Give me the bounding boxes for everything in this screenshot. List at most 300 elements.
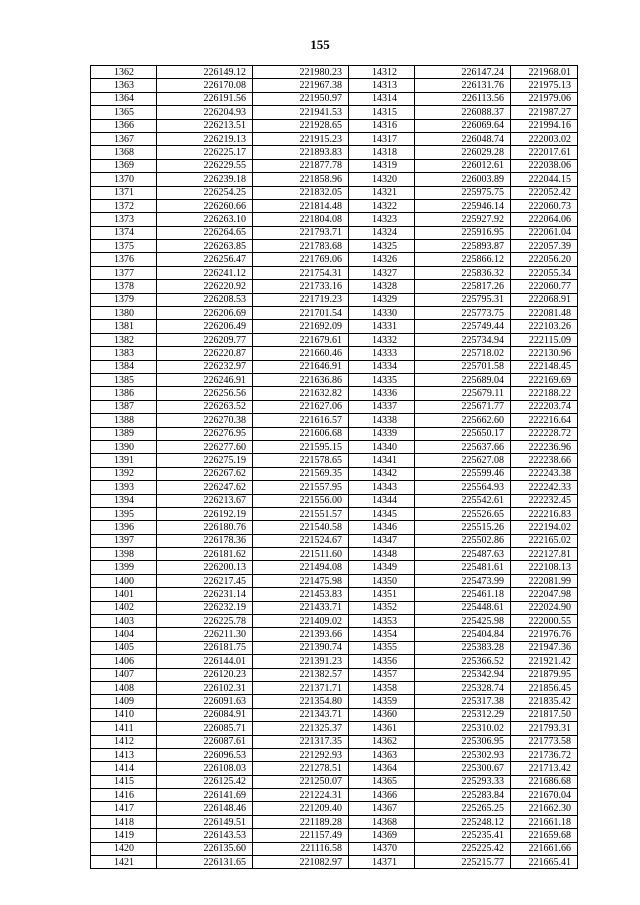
x-coordinate-cell: 225342.94 (415, 668, 511, 681)
table-row (91, 119, 578, 132)
x-coordinate-cell: 226277.60 (157, 440, 253, 453)
table-row (91, 400, 578, 413)
point-number-cell: 14331 (349, 320, 415, 333)
table-row (91, 574, 578, 587)
x-coordinate-cell: 226264.65 (157, 226, 253, 239)
x-coordinate-cell: 226220.92 (157, 280, 253, 293)
point-number-cell: 14343 (349, 481, 415, 494)
point-number-cell: 14330 (349, 307, 415, 320)
y-coordinate-cell: 222052.42 (511, 186, 578, 199)
table-row (91, 829, 578, 842)
table-row (91, 266, 578, 279)
table-row (91, 79, 578, 92)
x-coordinate-cell: 226211.30 (157, 628, 253, 641)
x-coordinate-cell: 225487.63 (415, 548, 511, 561)
y-coordinate-cell: 222236.96 (511, 440, 578, 453)
y-coordinate-cell: 222024.90 (511, 601, 578, 614)
x-coordinate-cell: 225473.99 (415, 574, 511, 587)
table-row (91, 159, 578, 172)
point-number-cell: 14340 (349, 440, 415, 453)
y-coordinate-cell: 221968.01 (511, 66, 578, 79)
y-coordinate-cell: 221670.04 (511, 789, 578, 802)
y-coordinate-cell: 222047.98 (511, 588, 578, 601)
x-coordinate-cell: 225300.67 (415, 762, 511, 775)
point-number-cell: 1375 (91, 240, 157, 253)
y-coordinate-cell: 221817.50 (511, 708, 578, 721)
y-coordinate-cell: 221557.95 (253, 481, 349, 494)
x-coordinate-cell: 225893.87 (415, 240, 511, 253)
y-coordinate-cell: 222064.06 (511, 213, 578, 226)
x-coordinate-cell: 226213.67 (157, 494, 253, 507)
point-number-cell: 14336 (349, 387, 415, 400)
point-number-cell: 1420 (91, 842, 157, 855)
x-coordinate-cell: 225650.17 (415, 427, 511, 440)
point-number-cell: 1409 (91, 695, 157, 708)
y-coordinate-cell: 221947.36 (511, 641, 578, 654)
point-number-cell: 1391 (91, 454, 157, 467)
x-coordinate-cell: 226191.56 (157, 92, 253, 105)
point-number-cell: 1416 (91, 789, 157, 802)
x-coordinate-cell: 226232.97 (157, 360, 253, 373)
x-coordinate-cell: 226012.61 (415, 159, 511, 172)
point-number-cell: 14345 (349, 507, 415, 520)
y-coordinate-cell: 222081.48 (511, 307, 578, 320)
y-coordinate-cell: 221793.31 (511, 722, 578, 735)
y-coordinate-cell: 221994.16 (511, 119, 578, 132)
y-coordinate-cell: 222203.74 (511, 400, 578, 413)
table-row (91, 347, 578, 360)
point-number-cell: 1382 (91, 333, 157, 346)
table-row (91, 655, 578, 668)
y-coordinate-cell: 221679.61 (253, 333, 349, 346)
x-coordinate-cell: 226206.69 (157, 307, 253, 320)
x-coordinate-cell: 226120.23 (157, 668, 253, 681)
y-coordinate-cell: 222130.96 (511, 347, 578, 360)
x-coordinate-cell: 226102.31 (157, 681, 253, 694)
x-coordinate-cell: 226239.18 (157, 173, 253, 186)
table-row (91, 387, 578, 400)
table-row (91, 333, 578, 346)
y-coordinate-cell: 221879.95 (511, 668, 578, 681)
x-coordinate-cell: 225312.29 (415, 708, 511, 721)
y-coordinate-cell: 221325.37 (253, 722, 349, 735)
x-coordinate-cell: 226181.62 (157, 548, 253, 561)
point-number-cell: 1395 (91, 507, 157, 520)
x-coordinate-cell: 226232.19 (157, 601, 253, 614)
point-number-cell: 1402 (91, 601, 157, 614)
table-row (91, 507, 578, 520)
y-coordinate-cell: 222000.55 (511, 615, 578, 628)
point-number-cell: 1365 (91, 106, 157, 119)
table-row (91, 762, 578, 775)
point-number-cell: 14362 (349, 735, 415, 748)
y-coordinate-cell: 221209.40 (253, 802, 349, 815)
point-number-cell: 14367 (349, 802, 415, 815)
table-row (91, 280, 578, 293)
x-coordinate-cell: 226209.77 (157, 333, 253, 346)
x-coordinate-cell: 226144.01 (157, 655, 253, 668)
x-coordinate-cell: 225283.84 (415, 789, 511, 802)
x-coordinate-cell: 225689.04 (415, 373, 511, 386)
point-number-cell: 1385 (91, 373, 157, 386)
x-coordinate-cell: 225248.12 (415, 815, 511, 828)
y-coordinate-cell: 221540.58 (253, 521, 349, 534)
point-number-cell: 1400 (91, 574, 157, 587)
x-coordinate-cell: 226069.64 (415, 119, 511, 132)
x-coordinate-cell: 226241.12 (157, 266, 253, 279)
table-row (91, 132, 578, 145)
point-number-cell: 1406 (91, 655, 157, 668)
x-coordinate-cell: 226048.74 (415, 132, 511, 145)
point-number-cell: 14365 (349, 775, 415, 788)
y-coordinate-cell: 221494.08 (253, 561, 349, 574)
x-coordinate-cell: 226131.76 (415, 79, 511, 92)
x-coordinate-cell: 226275.19 (157, 454, 253, 467)
y-coordinate-cell: 221569.35 (253, 467, 349, 480)
x-coordinate-cell: 226225.17 (157, 146, 253, 159)
x-coordinate-cell: 226125.42 (157, 775, 253, 788)
point-number-cell: 1399 (91, 561, 157, 574)
point-number-cell: 14322 (349, 199, 415, 212)
point-number-cell: 14353 (349, 615, 415, 628)
y-coordinate-cell: 221393.66 (253, 628, 349, 641)
y-coordinate-cell: 222216.64 (511, 414, 578, 427)
point-number-cell: 14314 (349, 92, 415, 105)
point-number-cell: 1398 (91, 548, 157, 561)
x-coordinate-cell: 226263.85 (157, 240, 253, 253)
x-coordinate-cell: 226200.13 (157, 561, 253, 574)
table-row (91, 226, 578, 239)
y-coordinate-cell: 221616.57 (253, 414, 349, 427)
y-coordinate-cell: 222017.61 (511, 146, 578, 159)
y-coordinate-cell: 221773.58 (511, 735, 578, 748)
table-row (91, 373, 578, 386)
point-number-cell: 1397 (91, 534, 157, 547)
y-coordinate-cell: 221157.49 (253, 829, 349, 842)
x-coordinate-cell: 226256.47 (157, 253, 253, 266)
point-number-cell: 1407 (91, 668, 157, 681)
point-number-cell: 1380 (91, 307, 157, 320)
x-coordinate-cell: 225564.93 (415, 481, 511, 494)
y-coordinate-cell: 221475.98 (253, 574, 349, 587)
x-coordinate-cell: 225975.75 (415, 186, 511, 199)
point-number-cell: 14339 (349, 427, 415, 440)
x-coordinate-cell: 226091.63 (157, 695, 253, 708)
table-row (91, 199, 578, 212)
table-row (91, 561, 578, 574)
x-coordinate-cell: 226147.24 (415, 66, 511, 79)
table-row (91, 92, 578, 105)
point-number-cell: 1408 (91, 681, 157, 694)
point-number-cell: 14344 (349, 494, 415, 507)
point-number-cell: 14326 (349, 253, 415, 266)
x-coordinate-cell: 226229.55 (157, 159, 253, 172)
x-coordinate-cell: 226003.89 (415, 173, 511, 186)
x-coordinate-cell: 226088.37 (415, 106, 511, 119)
point-number-cell: 1389 (91, 427, 157, 440)
y-coordinate-cell: 222108.13 (511, 561, 578, 574)
table-row (91, 440, 578, 453)
y-coordinate-cell: 221659.68 (511, 829, 578, 842)
point-number-cell: 1374 (91, 226, 157, 239)
y-coordinate-cell: 221858.96 (253, 173, 349, 186)
table-row (91, 815, 578, 828)
point-number-cell: 14361 (349, 722, 415, 735)
table-row (91, 628, 578, 641)
y-coordinate-cell: 221979.06 (511, 92, 578, 105)
y-coordinate-cell: 221632.82 (253, 387, 349, 400)
point-number-cell: 14321 (349, 186, 415, 199)
point-number-cell: 14363 (349, 748, 415, 761)
page-number: 155 (310, 37, 330, 52)
x-coordinate-cell: 225679.11 (415, 387, 511, 400)
y-coordinate-cell: 221606.68 (253, 427, 349, 440)
y-coordinate-cell: 221627.06 (253, 400, 349, 413)
point-number-cell: 1367 (91, 132, 157, 145)
point-number-cell: 14333 (349, 347, 415, 360)
y-coordinate-cell: 221409.02 (253, 615, 349, 628)
y-coordinate-cell: 221433.71 (253, 601, 349, 614)
point-number-cell: 1377 (91, 266, 157, 279)
x-coordinate-cell: 226263.10 (157, 213, 253, 226)
x-coordinate-cell: 225215.77 (415, 856, 511, 869)
point-number-cell: 14319 (349, 159, 415, 172)
point-number-cell: 14368 (349, 815, 415, 828)
point-number-cell: 1387 (91, 400, 157, 413)
y-coordinate-cell: 221719.23 (253, 293, 349, 306)
table-row (91, 320, 578, 333)
point-number-cell: 14318 (349, 146, 415, 159)
point-number-cell: 1370 (91, 173, 157, 186)
x-coordinate-cell: 226029.28 (415, 146, 511, 159)
point-number-cell: 14312 (349, 66, 415, 79)
table-row (91, 856, 578, 869)
point-number-cell: 14338 (349, 414, 415, 427)
point-number-cell: 14334 (349, 360, 415, 373)
x-coordinate-cell: 226231.14 (157, 588, 253, 601)
y-coordinate-cell: 221661.18 (511, 815, 578, 828)
x-coordinate-cell: 225836.32 (415, 266, 511, 279)
y-coordinate-cell: 221082.97 (253, 856, 349, 869)
coordinates-table (90, 65, 578, 869)
point-number-cell: 14371 (349, 856, 415, 869)
point-number-cell: 14316 (349, 119, 415, 132)
point-number-cell: 1417 (91, 802, 157, 815)
point-number-cell: 1405 (91, 641, 157, 654)
x-coordinate-cell: 225701.58 (415, 360, 511, 373)
y-coordinate-cell: 222103.26 (511, 320, 578, 333)
x-coordinate-cell: 226267.62 (157, 467, 253, 480)
x-coordinate-cell: 226217.45 (157, 574, 253, 587)
x-coordinate-cell: 226225.78 (157, 615, 253, 628)
table-row (91, 293, 578, 306)
y-coordinate-cell: 222127.81 (511, 548, 578, 561)
point-number-cell: 1414 (91, 762, 157, 775)
y-coordinate-cell: 221877.78 (253, 159, 349, 172)
point-number-cell: 14354 (349, 628, 415, 641)
table-row (91, 521, 578, 534)
y-coordinate-cell: 221928.65 (253, 119, 349, 132)
point-number-cell: 1403 (91, 615, 157, 628)
x-coordinate-cell: 225515.26 (415, 521, 511, 534)
table-row (91, 494, 578, 507)
y-coordinate-cell: 221371.71 (253, 681, 349, 694)
table-row (91, 481, 578, 494)
x-coordinate-cell: 226220.87 (157, 347, 253, 360)
y-coordinate-cell: 221769.06 (253, 253, 349, 266)
y-coordinate-cell: 222038.06 (511, 159, 578, 172)
x-coordinate-cell: 225306.95 (415, 735, 511, 748)
table-row (91, 775, 578, 788)
y-coordinate-cell: 221556.00 (253, 494, 349, 507)
y-coordinate-cell: 221578.65 (253, 454, 349, 467)
y-coordinate-cell: 221976.76 (511, 628, 578, 641)
x-coordinate-cell: 225916.95 (415, 226, 511, 239)
y-coordinate-cell: 222216.83 (511, 507, 578, 520)
table-row (91, 641, 578, 654)
point-number-cell: 14348 (349, 548, 415, 561)
x-coordinate-cell: 226178.36 (157, 534, 253, 547)
x-coordinate-cell: 225225.42 (415, 842, 511, 855)
x-coordinate-cell: 225718.02 (415, 347, 511, 360)
y-coordinate-cell: 222169.69 (511, 373, 578, 386)
y-coordinate-cell: 221551.57 (253, 507, 349, 520)
point-number-cell: 14350 (349, 574, 415, 587)
point-number-cell: 1372 (91, 199, 157, 212)
y-coordinate-cell: 221595.15 (253, 440, 349, 453)
point-number-cell: 14313 (349, 79, 415, 92)
point-number-cell: 1411 (91, 722, 157, 735)
x-coordinate-cell: 226113.56 (415, 92, 511, 105)
point-number-cell: 14357 (349, 668, 415, 681)
y-coordinate-cell: 221987.27 (511, 106, 578, 119)
table-row (91, 722, 578, 735)
point-number-cell: 1371 (91, 186, 157, 199)
y-coordinate-cell: 221189.28 (253, 815, 349, 828)
y-coordinate-cell: 221736.72 (511, 748, 578, 761)
x-coordinate-cell: 226087.61 (157, 735, 253, 748)
point-number-cell: 1396 (91, 521, 157, 534)
x-coordinate-cell: 225946.14 (415, 199, 511, 212)
x-coordinate-cell: 225265.25 (415, 802, 511, 815)
y-coordinate-cell: 221915.23 (253, 132, 349, 145)
x-coordinate-cell: 226149.51 (157, 815, 253, 828)
x-coordinate-cell: 226246.91 (157, 373, 253, 386)
point-number-cell: 1364 (91, 92, 157, 105)
y-coordinate-cell: 221662.30 (511, 802, 578, 815)
x-coordinate-cell: 225302.93 (415, 748, 511, 761)
y-coordinate-cell: 222115.09 (511, 333, 578, 346)
table-row (91, 467, 578, 480)
x-coordinate-cell: 226141.69 (157, 789, 253, 802)
x-coordinate-cell: 225542.61 (415, 494, 511, 507)
x-coordinate-cell: 225671.77 (415, 400, 511, 413)
y-coordinate-cell: 222057.39 (511, 240, 578, 253)
y-coordinate-cell: 222165.02 (511, 534, 578, 547)
y-coordinate-cell: 221893.83 (253, 146, 349, 159)
table-row (91, 588, 578, 601)
y-coordinate-cell: 221646.91 (253, 360, 349, 373)
y-coordinate-cell: 221317.35 (253, 735, 349, 748)
y-coordinate-cell: 221292.93 (253, 748, 349, 761)
point-number-cell: 14355 (349, 641, 415, 654)
y-coordinate-cell: 221793.71 (253, 226, 349, 239)
x-coordinate-cell: 225328.74 (415, 681, 511, 694)
point-number-cell: 1393 (91, 481, 157, 494)
table-row (91, 454, 578, 467)
x-coordinate-cell: 225817.26 (415, 280, 511, 293)
table-row (91, 186, 578, 199)
table-row (91, 213, 578, 226)
y-coordinate-cell: 221783.68 (253, 240, 349, 253)
y-coordinate-cell: 221660.46 (253, 347, 349, 360)
y-coordinate-cell: 221382.57 (253, 668, 349, 681)
x-coordinate-cell: 225795.31 (415, 293, 511, 306)
point-number-cell: 14356 (349, 655, 415, 668)
x-coordinate-cell: 225461.18 (415, 588, 511, 601)
y-coordinate-cell: 222148.45 (511, 360, 578, 373)
point-number-cell: 14347 (349, 534, 415, 547)
point-number-cell: 14327 (349, 266, 415, 279)
y-coordinate-cell: 221967.38 (253, 79, 349, 92)
table-row (91, 253, 578, 266)
y-coordinate-cell: 221856.45 (511, 681, 578, 694)
point-number-cell: 14359 (349, 695, 415, 708)
point-number-cell: 14341 (349, 454, 415, 467)
y-coordinate-cell: 222044.15 (511, 173, 578, 186)
y-coordinate-cell: 221835.42 (511, 695, 578, 708)
x-coordinate-cell: 226170.08 (157, 79, 253, 92)
table-row (91, 427, 578, 440)
x-coordinate-cell: 226204.93 (157, 106, 253, 119)
point-number-cell: 14328 (349, 280, 415, 293)
x-coordinate-cell: 226143.53 (157, 829, 253, 842)
x-coordinate-cell: 226085.71 (157, 722, 253, 735)
point-number-cell: 1390 (91, 440, 157, 453)
y-coordinate-cell: 221713.42 (511, 762, 578, 775)
x-coordinate-cell: 225310.02 (415, 722, 511, 735)
point-number-cell: 14352 (349, 601, 415, 614)
point-number-cell: 1369 (91, 159, 157, 172)
x-coordinate-cell: 225627.08 (415, 454, 511, 467)
point-number-cell: 14315 (349, 106, 415, 119)
x-coordinate-cell: 226181.75 (157, 641, 253, 654)
table-row (91, 534, 578, 547)
point-number-cell: 14332 (349, 333, 415, 346)
point-number-cell: 14323 (349, 213, 415, 226)
point-number-cell: 14370 (349, 842, 415, 855)
x-coordinate-cell: 225383.28 (415, 641, 511, 654)
table-row (91, 695, 578, 708)
x-coordinate-cell: 226208.53 (157, 293, 253, 306)
y-coordinate-cell: 221116.58 (253, 842, 349, 855)
point-number-cell: 14342 (349, 467, 415, 480)
x-coordinate-cell: 226180.76 (157, 521, 253, 534)
x-coordinate-cell: 226149.12 (157, 66, 253, 79)
table-row (91, 681, 578, 694)
x-coordinate-cell: 226260.66 (157, 199, 253, 212)
point-number-cell: 1368 (91, 146, 157, 159)
x-coordinate-cell: 226254.25 (157, 186, 253, 199)
y-coordinate-cell: 221686.68 (511, 775, 578, 788)
point-number-cell: 1366 (91, 119, 157, 132)
table-row (91, 360, 578, 373)
coordinates-table-body (91, 66, 578, 869)
y-coordinate-cell: 221390.74 (253, 641, 349, 654)
table-row (91, 842, 578, 855)
y-coordinate-cell: 222081.99 (511, 574, 578, 587)
x-coordinate-cell: 226247.62 (157, 481, 253, 494)
